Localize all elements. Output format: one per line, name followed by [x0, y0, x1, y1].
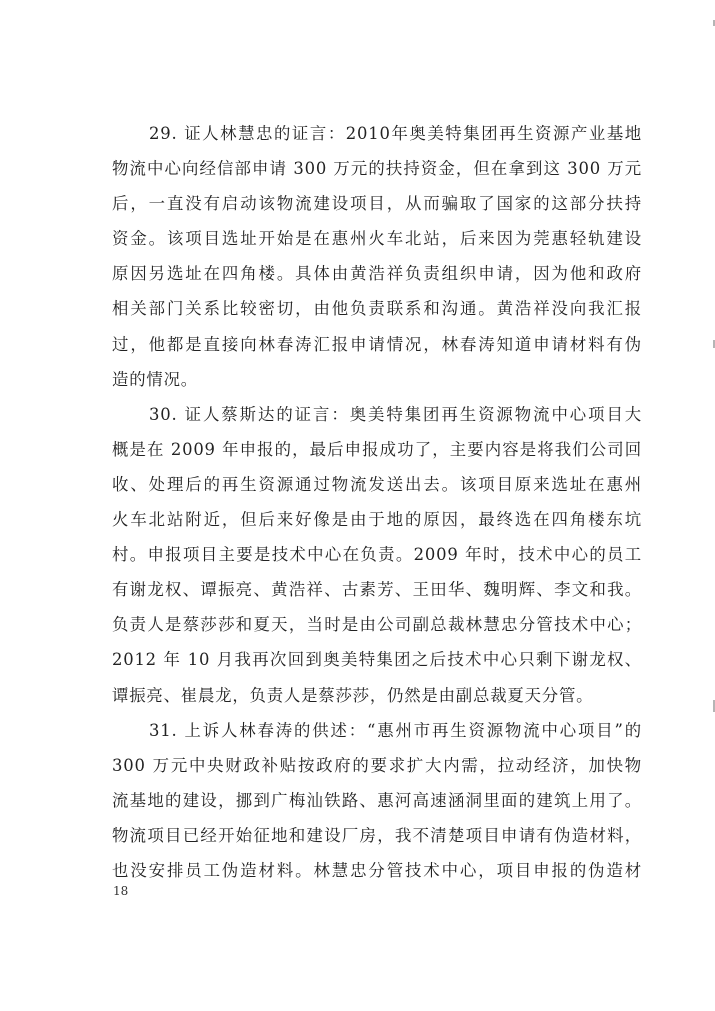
paragraph-31-line-2: 300 万元中央财政补贴按政府的要求扩大内需，拉动经济，加快物 — [112, 755, 642, 775]
paragraph-29-line-4: 资金。该项目选址开始是在惠州火车北站，后来因为莞惠轻轨建设 — [112, 229, 642, 249]
paragraph-29-line-6: 相关部门关系比较密切，由他负责联系和沟通。黄浩祥没向我汇报 — [112, 299, 642, 319]
paragraph-31-line-1: 31. 上诉人林春涛的供述：“惠州市再生资源物流中心项目”的 — [149, 720, 642, 740]
paragraph-29-line-2: 物流中心向经信部申请 300 万元的扶持资金，但在拿到这 300 万元 — [112, 159, 642, 179]
paragraph-31-line-3: 流基地的建设，挪到广梅汕铁路、惠河高速涵洞里面的建筑上用了。 — [112, 790, 642, 810]
paragraph-29-line-1: 29. 证人林慧忠的证言：2010年奥美特集团再生资源产业基地 — [149, 124, 642, 143]
paragraph-30-line-7: 负责人是蔡莎莎和夏天，当时是由公司副总裁林慧忠分管技术中心； — [112, 615, 642, 635]
paragraph-29-line-3: 后，一直没有启动该物流建设项目，从而骗取了国家的这部分扶持 — [112, 194, 642, 214]
paragraph-30-line-6: 有谢龙权、谭振亮、黄浩祥、古素芳、王田华、魏明辉、李文和我。 — [112, 580, 642, 600]
paragraph-29-line-8: 造的情况。 — [112, 369, 198, 389]
page-number: 18 — [113, 884, 129, 898]
paragraph-30-line-4: 火车北站附近，但后来好像是由于地的原因，最终选在四角楼东坑 — [112, 510, 642, 530]
paragraph-31-line-5: 也没安排员工伪造材料。林慧忠分管技术中心，项目申报的伪造材 — [112, 860, 642, 880]
paragraph-31-line-4: 物流项目已经开始征地和建设厂房，我不清楚项目申请有伪造材料， — [112, 825, 642, 845]
paragraph-30-line-9: 谭振亮、崔晨龙，负责人是蔡莎莎，仍然是由副总裁夏天分管。 — [112, 685, 594, 705]
paragraph-29-line-5: 原因另选址在四角楼。具体由黄浩祥负责组织申请，因为他和政府 — [112, 264, 642, 284]
paragraph-30-line-2: 概是在 2009 年申报的，最后申报成功了，主要内容是将我们公司回 — [112, 439, 642, 459]
paragraph-29-line-7: 过，他都是直接向林春涛汇报申请情况，林春涛知道申请材料有伪 — [112, 334, 642, 354]
paragraph-30-line-8: 2012 年 10 月我再次回到奥美特集团之后技术中心只剩下谢龙权、 — [112, 650, 642, 670]
document-body — [112, 116, 642, 888]
paragraph-30-line-3: 收、处理后的再生资源通过物流发送出去。该项目原来选址在惠州 — [112, 474, 642, 494]
paragraph-30-line-1: 30. 证人蔡斯达的证言：奥美特集团再生资源物流中心项目大 — [149, 404, 642, 424]
paragraph-30-line-5: 村。申报项目主要是技术中心在负责。2009 年时，技术中心的员工 — [112, 545, 642, 565]
